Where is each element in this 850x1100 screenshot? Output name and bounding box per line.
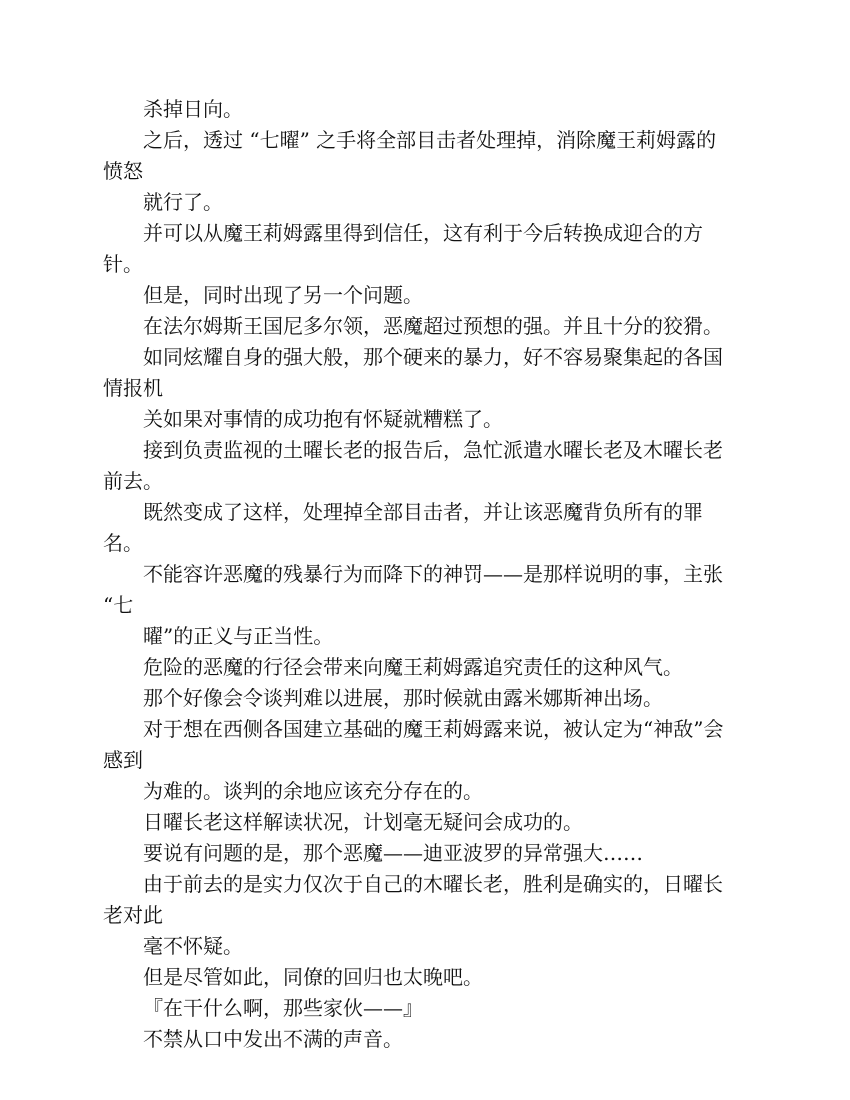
text-line: 既然变成了这样，处理掉全部目击者，并让该恶魔背负所有的罪 [143,500,703,524]
text-line: 针。 [103,252,143,276]
text-line: 毫不怀疑。 [143,934,243,958]
text-line: 但是，同时出现了另一个问题。 [143,283,423,307]
text-line: 感到 [103,748,143,772]
text-line: 老对此 [103,903,163,927]
document-body [103,94,763,1055]
text-line: 关如果对事情的成功抱有怀疑就糟糕了。 [143,407,503,431]
text-line: 情报机 [103,376,163,400]
text-line: 但是尽管如此，同僚的回归也太晚吧。 [143,965,483,989]
text-line: 日曜长老这样解读状况，计划毫无疑问会成功的。 [143,810,583,834]
text-line: 对于想在西侧各国建立基础的魔王莉姆露来说，被认定为“神敌”会 [143,717,724,741]
text-line: 名。 [103,531,143,555]
text-line: 就行了。 [143,190,223,214]
text-line: 不禁从口中发出不满的声音。 [143,1027,403,1051]
text-line: 接到负责监视的土曜长老的报告后，急忙派遣水曜长老及木曜长老 [143,438,723,462]
text-line: 曜”的正义与正当性。 [143,624,334,648]
text-line: 杀掉日向。 [143,97,243,121]
text-line: 为难的。谈判的余地应该充分存在的。 [143,779,483,803]
text-line: 之后，透过 “七曜” 之手将全部目击者处理掉，消除魔王莉姆露的 [143,128,717,152]
text-line: 前去。 [103,469,163,493]
text-line: 并可以从魔王莉姆露里得到信任，这有利于今后转换成迎合的方 [143,221,703,245]
text-line: 由于前去的是实力仅次于自己的木曜长老，胜利是确实的，日曜长 [143,872,723,896]
text-line: 要说有问题的是，那个恶魔——迪亚波罗的异常强大…… [143,841,643,865]
text-line: “七 [103,593,134,617]
text-line: 『在干什么啊，那些家伙——』 [143,996,423,1020]
text-line: 如同炫耀自身的强大般，那个硬来的暴力，好不容易聚集起的各国 [143,345,723,369]
text-line: 愤怒 [103,159,143,183]
text-line: 危险的恶魔的行径会带来向魔王莉姆露追究责任的这种风气。 [143,655,683,679]
text-line: 不能容许恶魔的残暴行为而降下的神罚——是那样说明的事，主张 [143,562,723,586]
text-line: 那个好像会令谈判难以进展，那时候就由露米娜斯神出场。 [143,686,663,710]
text-line: 在法尔姆斯王国尼多尔领，恶魔超过预想的强。并且十分的狡猾。 [143,314,723,338]
